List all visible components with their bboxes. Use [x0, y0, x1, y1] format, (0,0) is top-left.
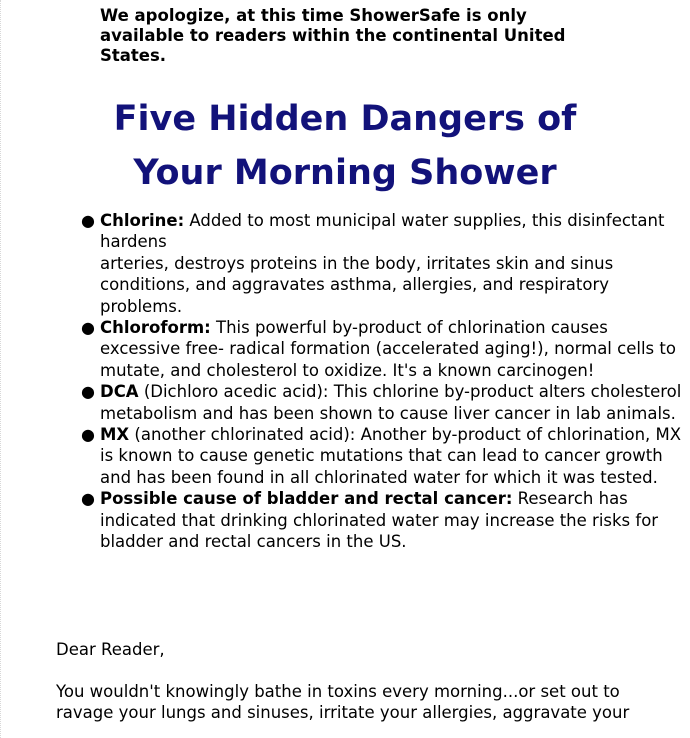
- bullet-icon: ●: [81, 318, 95, 338]
- dangers-list: [70, 210, 685, 553]
- headline-line-1: Five Hidden Dangers of: [113, 99, 577, 139]
- list-item: [81, 488, 685, 552]
- danger-description: This powerful by-product of chlorination causes excessive free- radical formation (accelerated aging!), normal cells to mutate, and cholesterol to oxidize. It's a known carcinogen!: [100, 318, 676, 380]
- bullet-icon: ●: [81, 382, 95, 402]
- list-item: [81, 210, 685, 317]
- danger-term: Possible cause of bladder and rectal cancer:: [100, 489, 513, 509]
- headline: [40, 92, 650, 200]
- danger-description: (another chlorinated acid): Another by-product of chlorination, MX is known to cause genetic mutations that can lead to cancer growth and has been found in all chlorinated water for which it was tested.: [100, 425, 682, 487]
- danger-term: MX: [100, 425, 130, 445]
- danger-term: Chlorine:: [100, 211, 185, 230]
- availability-notice: We apologize, at this time ShowerSafe is only available to readers within the continental United States.: [100, 6, 566, 65]
- danger-term: DCA: [100, 382, 139, 402]
- bullet-icon: ●: [81, 425, 95, 445]
- danger-description-continued: arteries, destroys proteins in the body, irritates skin and sinus conditions, and aggravates asthma, allergies, and respiratory problems.: [100, 253, 614, 316]
- list-item: [81, 424, 685, 488]
- letter-paragraph: You wouldn't knowingly bathe in toxins every morning...or set out to ravage your lungs and sinuses, irritate your allergies, aggravate your: [56, 682, 630, 723]
- headline-line-2: Your Morning Shower: [133, 153, 557, 193]
- bullet-icon: ●: [81, 211, 95, 230]
- list-item: [81, 317, 685, 381]
- danger-description: (Dichloro acedic acid): This chlorine by-product alters cholesterol metabolism and has been shown to cause liver cancer in lab animals.: [100, 382, 682, 423]
- page-edge-divider: [0, 0, 5, 738]
- danger-description: Added to most municipal water supplies, this disinfectant hardens: [100, 211, 665, 252]
- danger-term: Chloroform:: [100, 318, 211, 338]
- letter-salutation: Dear Reader,: [56, 640, 165, 659]
- danger-description: Research has indicated that drinking chlorinated water may increase the risks for bladder and rectal cancers in the US.: [100, 489, 659, 552]
- bullet-icon: ●: [81, 489, 95, 509]
- list-item: [81, 381, 685, 424]
